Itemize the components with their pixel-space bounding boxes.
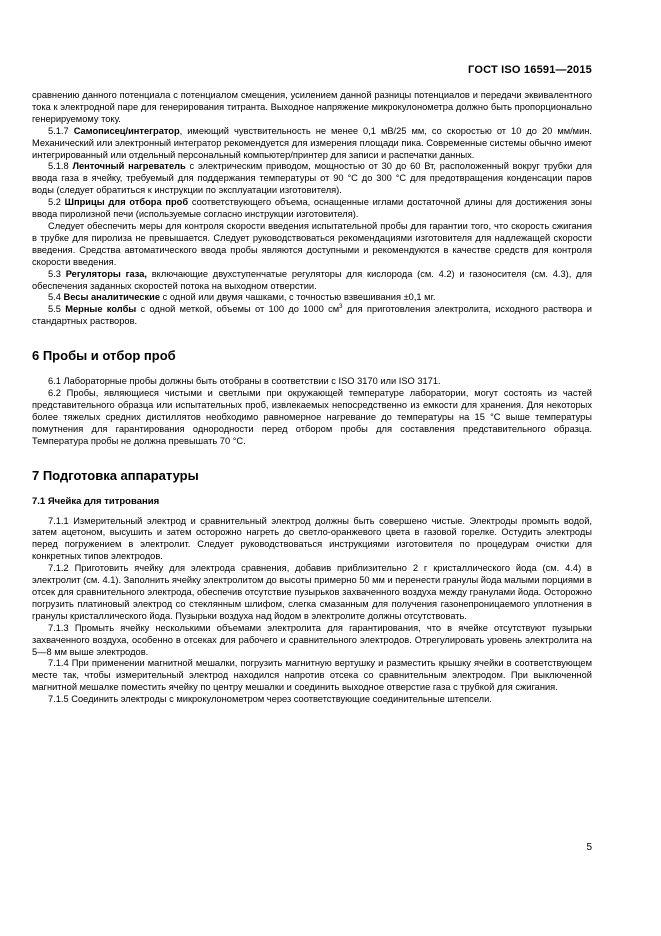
term: Самописец/интегратор <box>73 125 180 136</box>
page-number: 5 <box>586 842 592 853</box>
subsection-heading-7-1: 7.1 Ячейка для титрования <box>32 495 160 507</box>
clause-7-1-4: 7.1.4 При применении магнитной мешалки, погрузить магнитную вертушку и разместить крышку ячейки в соответствующем месте так, чтобы измерительный электрод находился напротив отсека со сравнительным электродом. При выключенной магнитной мешалке поместить ячейку по центру мешалки и соединить выходное отверстие газа с трубкой для сжигания. <box>32 658 592 693</box>
paragraph: Следует обеспечить меры для контроля скорости введения испытательной пробы для гарантии того, что скорость сжигания в трубке для пиролиза не превышается. Следует руководствоваться рекомендациями изготовителя для надлежащей скорости введения. Средства автоматического ввода пробы являются доступными и рекомендуются в качестве средств для контроля скорости введения. <box>32 220 592 267</box>
term: Шприцы для отбора проб <box>64 197 189 208</box>
clause-6-1: 6.1 Лабораторные пробы должны быть отобраны в соответствии с ISO 3170 или ISO 3171. <box>48 376 441 387</box>
term: Весы аналитические <box>63 292 160 303</box>
clause-5-1-8: 5.1.8 Ленточный нагреватель с электрическим приводом, мощностью от 30 до 60 Вт, расположенный вокруг трубки для ввода газа в ячейку, требуемый для поддержания температуры от 90 °C до 300 °C для предотвращения конденсации паров воды (следует обратиться к инструкции по эксплуатации изготовителя). <box>32 161 592 196</box>
clause-5-1-7: 5.1.7 Самописец/интегратор, имеющий чувствительность не менее 0,1 мВ/25 мм, со скоростью от 10 до 20 мм/мин. Механический или электронный интегратор рекомендуется для измерения площади пика. Современные системы обычно имеют интегрированный или отдельный персональный компьютер/принтер для записи и распечатки данных. <box>32 125 592 160</box>
clause-7-1-2: 7.1.2 Приготовить ячейку для электрода сравнения, добавив приблизительно 2 г кристаллического йода (см. 4.4) в электролит (см. 4.1). Заполнить ячейку электролитом до высоты примерно 50 мм и перенести гранулы йода малыми порциями в отсек для сравнительного электрода, обеспечив отсутствие пузырьков захваченного воздуха между гранулами йода. Осторожно погрузить платиновый электрод со стеклянным шлифом, слегка смазанным для получения газонепроницаемого уплотнения в гранулы кристаллического йода. Пузырьки воздуха над йодом в электролите должны отсутствовать. <box>32 563 593 621</box>
section-heading-7: 7 Подготовка аппаратуры <box>32 467 199 483</box>
clause-7-1-1: 7.1.1 Измерительный электрод и сравнительный электрод должны быть совершено чистые. Электроды промыть водой, затем ацетоном, высушить и затем осторожно нагреть до светло-оранжевого цвета в газовой горелке. Остудить электроды перед погружением в электролит. Следует руководствоваться инструкциями изготовителя по процедурам очистки для конкретных типов электродов. <box>32 515 592 562</box>
standard-code-header: ГОСТ ISO 16591—2015 <box>468 64 592 76</box>
clause-6-2: 6.2 Пробы, являющиеся чистыми и светлыми при окружающей температуре лаборатории, могут состоять из частей представительного образца или испытательных проб, извлекаемых непосредственно из емкости для хранения. Для некоторых более тяжелых средних дистиллятов необходимо равномерное нагревание до температуры на 15 °C выше температуры помутнения для гарантирования однородности перед отбором пробы для составления представительного образца. Температура пробы не должна превышать 70 °C. <box>32 388 592 446</box>
term: Ленточный нагреватель <box>72 161 186 172</box>
document-body <box>32 90 592 706</box>
clause-5-2: 5.2 Шприцы для отбора проб соответствующего объема, оснащенные иглами достаточной длины для достижения зоны ввода пиролизной печи (используемые согласно инструкции изготовителя). <box>32 197 592 220</box>
clause-7-1-5: 7.1.5 Соединить электроды с микрокулонометром через соответствующие соединительные штепсели. <box>48 694 492 705</box>
clause-5-4: 5.4 Весы аналитические с одной или двумя чашками, с точностью взвешивания ±0,1 мг. <box>48 292 436 303</box>
clause-5-5: 5.5 Мерные колбы с одной меткой, объемы от 100 до 1000 $см^3$ для приготовления электролита, исходного раствора и стандартных растворов. <box>32 304 592 327</box>
clause-5-3: 5.3 Регуляторы газа, включающие двухступенчатые регуляторы для кислорода (см. 4.2) и газоносителя (см. 4.3), для обеспечения заданных скоростей потока на выходном отверстии. <box>32 268 592 291</box>
term: Регуляторы газа, <box>65 268 147 279</box>
clause-7-1-3: 7.1.3 Промыть ячейку несколькими объемами электролита для гарантирования, что в ячейке отсутствуют пузырьки захваченного воздуха, особенно в отсеках для рабочего и сравнительного электродов. Отрегулировать уровень электролита на 5—8 мм выше электродов. <box>32 622 592 657</box>
document-page <box>32 0 592 936</box>
section-heading-6: 6 Пробы и отбор проб <box>32 348 176 364</box>
term: Мерные колбы <box>65 304 137 315</box>
paragraph: сравнению данного потенциала с потенциалом смещения, усилением данной разницы потенциалов и передачи эквивалентного тока к электродной паре для генерирования титранта. Выходное напряжение микрокулонометра должно быть пропорционально генерируемому току. <box>32 90 592 124</box>
